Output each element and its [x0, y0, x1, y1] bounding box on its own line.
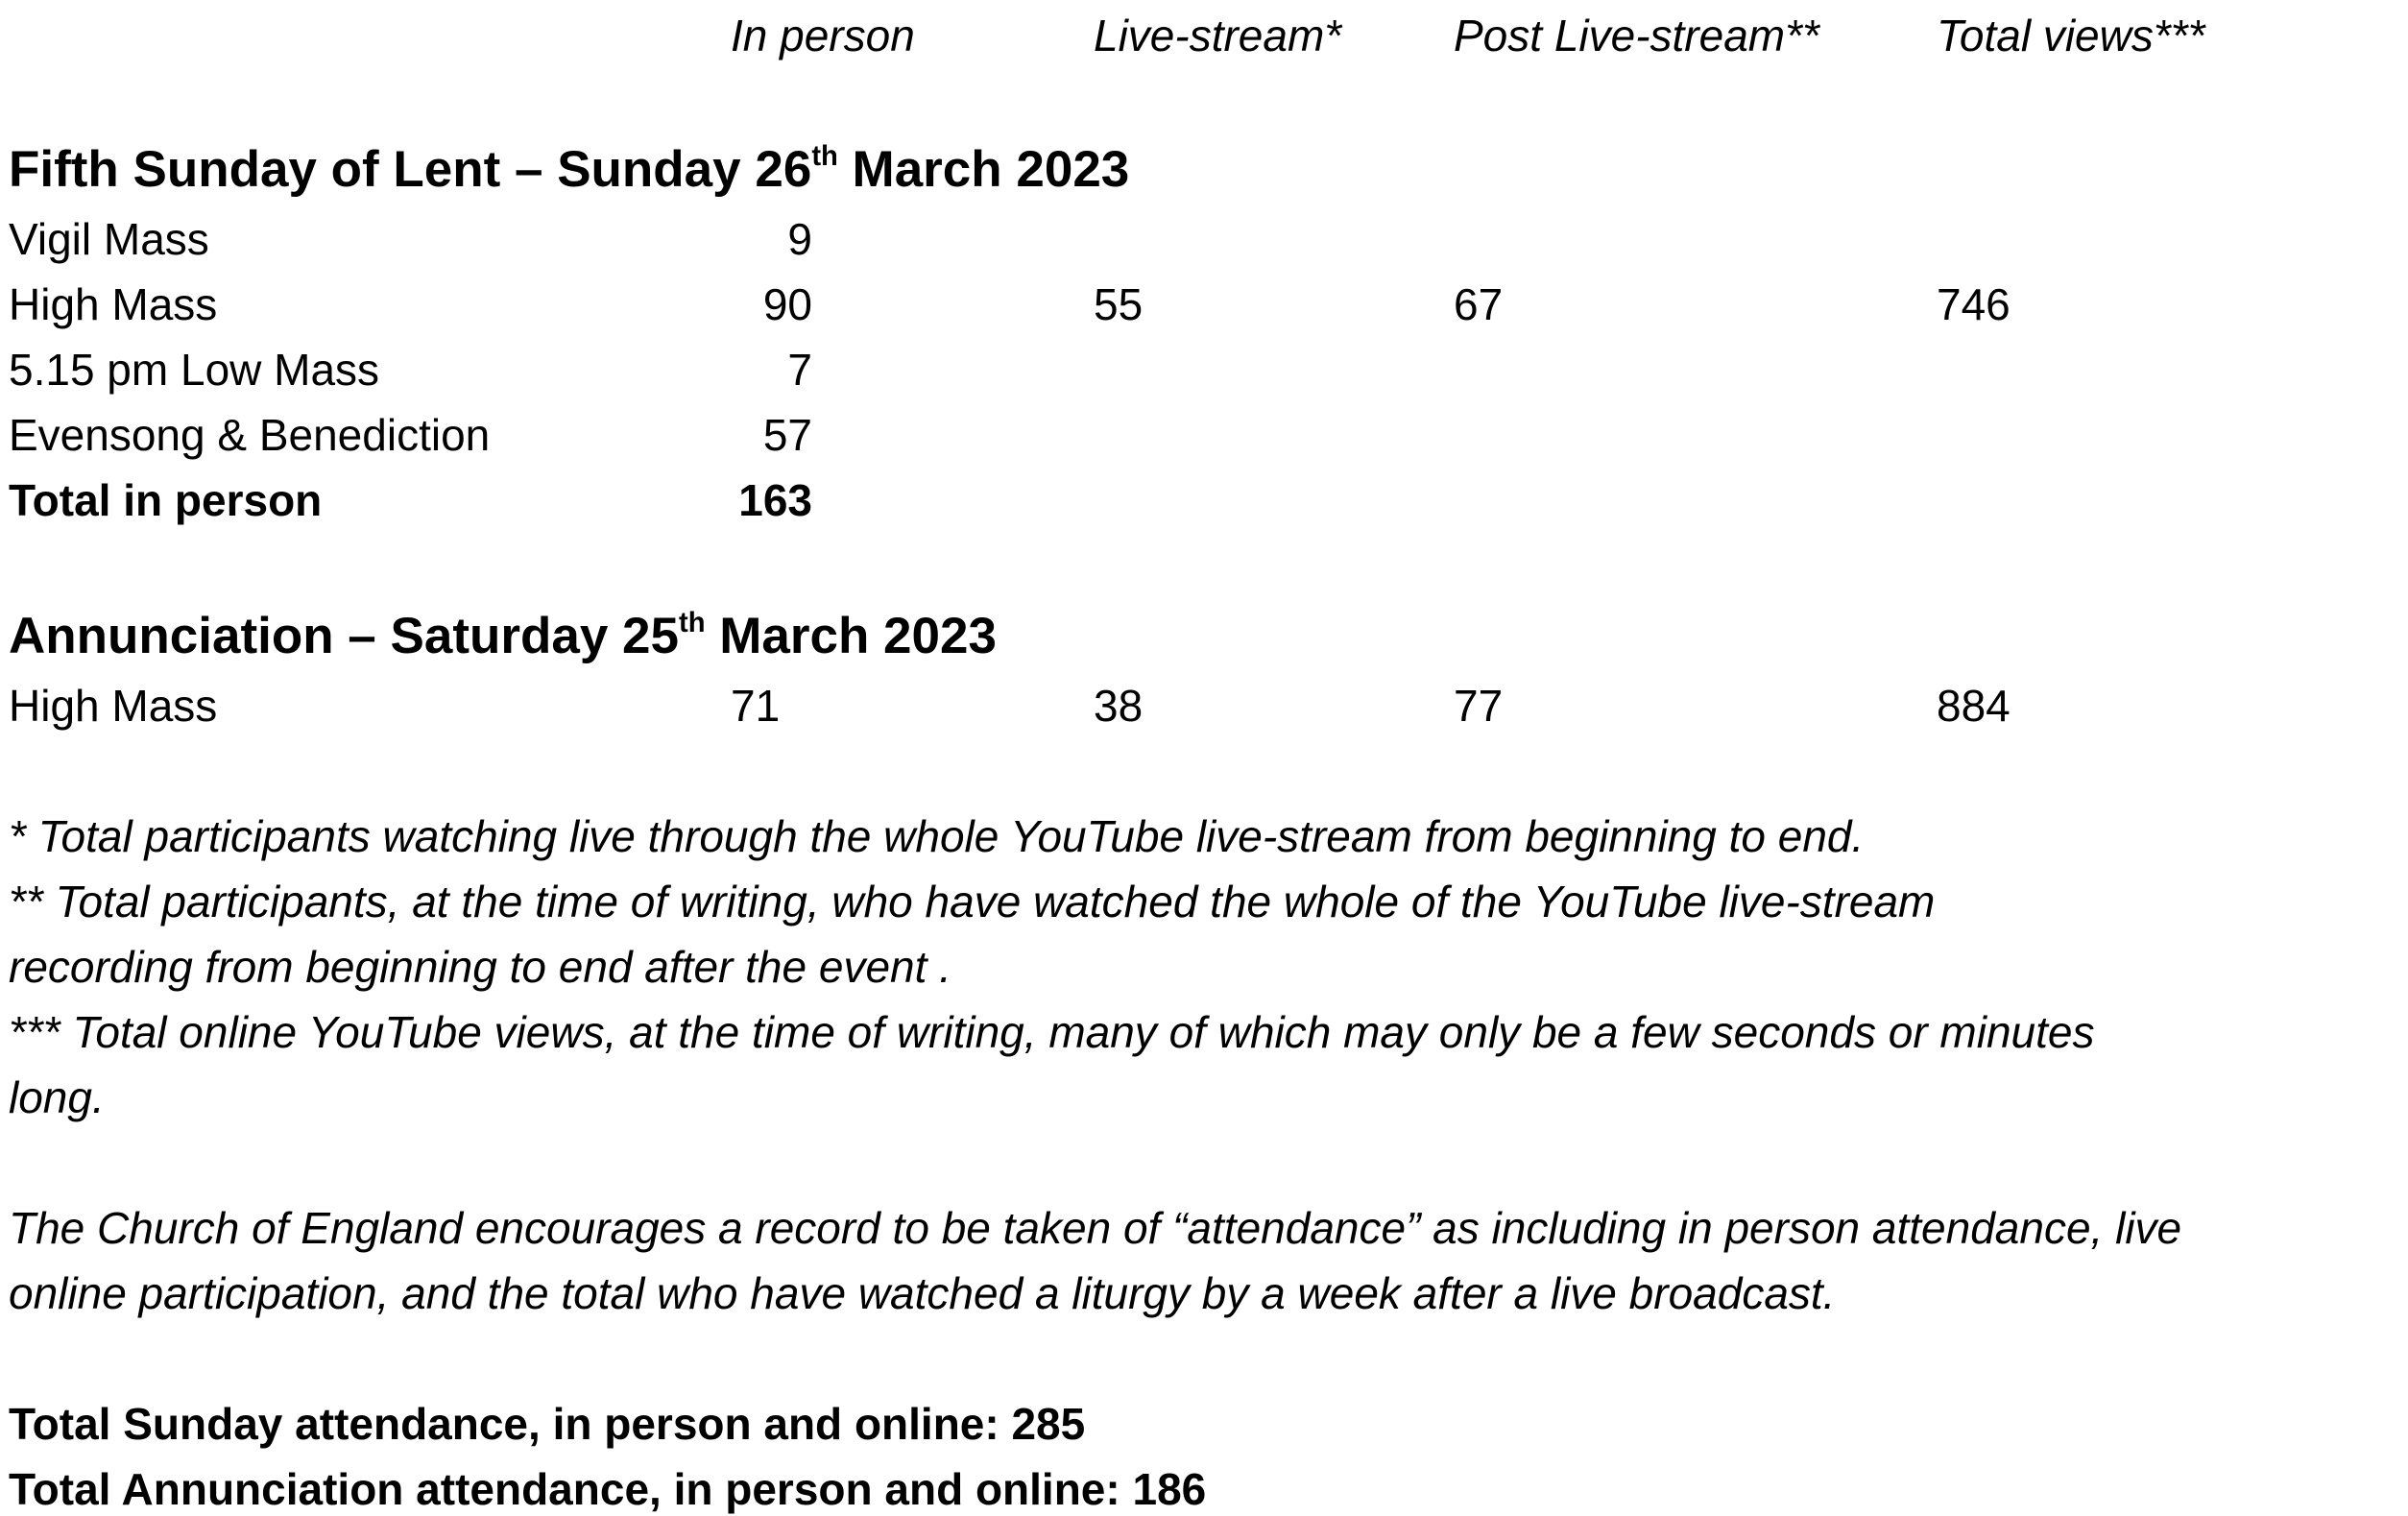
section2-title-pre: Annunciation – Saturday 25 — [9, 608, 679, 664]
row-total-views: 746 — [1937, 279, 2011, 329]
header-post-live-stream: Post Live-stream** — [1454, 11, 1819, 60]
section2-title-post: March 2023 — [705, 608, 997, 664]
footnote-total-views-1: *** Total online YouTube views, at the time of writing, many of which may only be a few seconds or minutes — [9, 1007, 2095, 1057]
coe-paragraph-line2: online participation, and the total who have watched a liturgy by a week after a live broadcast. — [9, 1268, 1836, 1318]
header-total-views: Total views*** — [1937, 11, 2205, 60]
section2-title-sup: th — [678, 608, 706, 639]
row-live-stream: 38 — [1094, 681, 1144, 731]
row-total-views: 884 — [1937, 681, 2011, 731]
row-in-person: 90 — [762, 279, 812, 329]
row-post-live-stream: 67 — [1454, 279, 1504, 329]
row-label: Evensong & Benediction — [9, 410, 491, 460]
row-in-person: 57 — [762, 410, 812, 460]
row-in-person: 7 — [787, 345, 812, 395]
section2-title — [9, 608, 997, 664]
header-in-person: In person — [731, 11, 915, 60]
total-annunciation-attendance: Total Annunciation attendance, in person and online: 186 — [9, 1464, 1207, 1514]
section1-title-pre: Fifth Sunday of Lent – Sunday 26 — [9, 141, 812, 198]
row-in-person: 71 — [731, 681, 781, 731]
coe-paragraph-line1: The Church of England encourages a record to be taken of “attendance” as including in person attendance, live — [9, 1203, 2182, 1253]
section1-title-sup: th — [811, 141, 838, 173]
total-sunday-attendance: Total Sunday attendance, in person and online: 285 — [9, 1399, 1086, 1449]
row-label: High Mass — [9, 279, 218, 329]
footnote-live-stream: * Total participants watching live through the whole YouTube live-stream from beginning to end. — [9, 811, 1865, 861]
section1-title-post: March 2023 — [837, 141, 1130, 198]
row-label: Vigil Mass — [9, 214, 209, 264]
row-in-person: 9 — [787, 214, 812, 264]
row-live-stream: 55 — [1094, 279, 1144, 329]
row-post-live-stream: 77 — [1454, 681, 1504, 731]
footnote-post-live-stream-2: recording from beginning to end after the event . — [9, 942, 951, 992]
row-label: 5.15 pm Low Mass — [9, 345, 380, 395]
footnote-post-live-stream-1: ** Total participants, at the time of writing, who have watched the whole of the YouTube live-stream — [9, 877, 1936, 926]
footnote-total-views-2: long. — [9, 1072, 105, 1122]
header-live-stream: Live-stream* — [1094, 11, 1342, 60]
section1-title — [9, 141, 1130, 198]
total-in-person-value: 163 — [738, 475, 812, 525]
row-label: High Mass — [9, 681, 218, 731]
total-in-person-label: Total in person — [9, 475, 323, 525]
